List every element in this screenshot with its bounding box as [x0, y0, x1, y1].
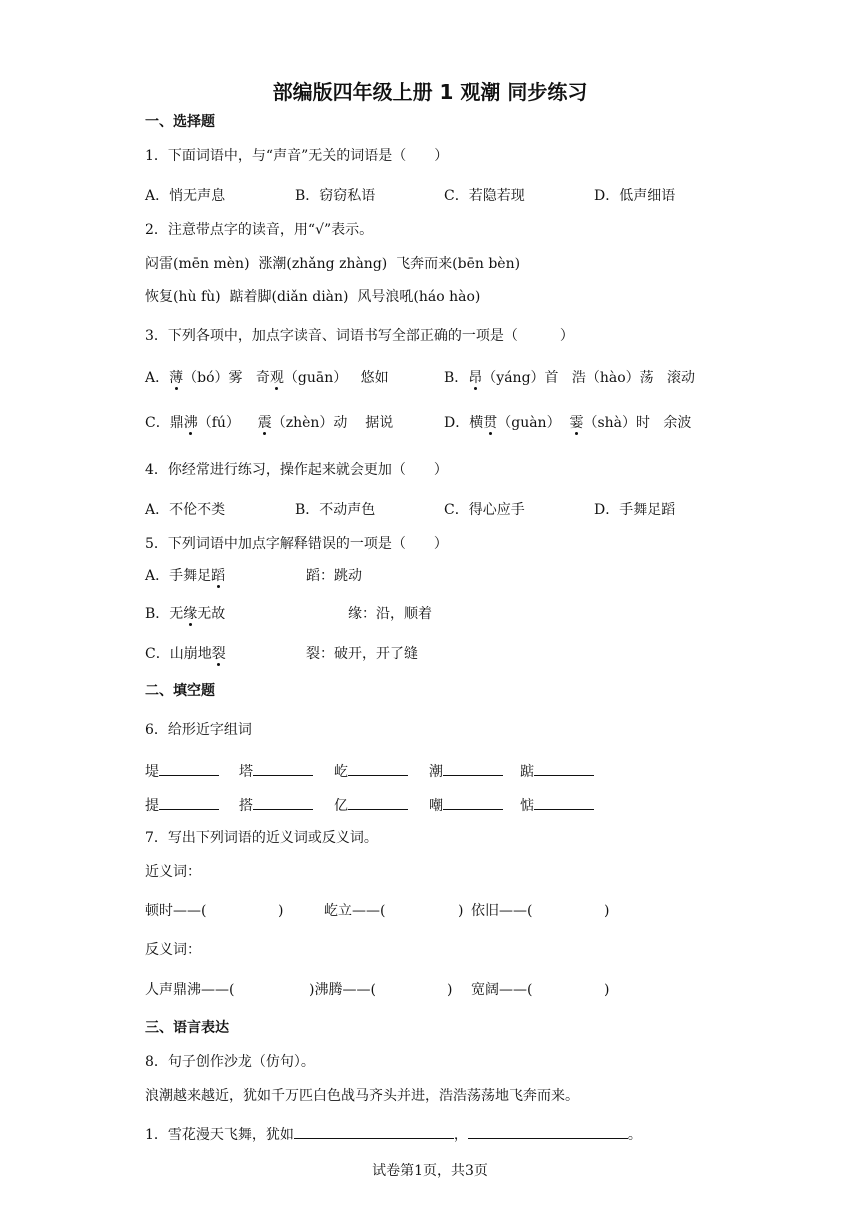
question-5-stem: 5．下列词语中加点字解释错误的一项是（ ）	[145, 536, 448, 552]
question-5-option-c-explanation: 裂：破开，开了缝	[306, 646, 418, 662]
question-5-option-b-explanation: 缘：沿，顺着	[348, 606, 432, 622]
antonym-label: 反义词：	[145, 942, 201, 958]
word-blank: 堤	[145, 761, 219, 782]
section-heading-fill: 二、填空题	[145, 683, 215, 699]
answer-blank[interactable]	[348, 795, 408, 810]
word-blank: 惦	[520, 795, 594, 816]
question-4-option-b: B．不动声色	[295, 502, 376, 518]
section-heading-choice: 一、选择题	[145, 114, 215, 130]
question-2-stem: 2．注意带点字的读音，用“√”表示。	[145, 222, 374, 238]
word-blank: 踮	[520, 761, 594, 782]
question-4-option-a: A．不伦不类	[145, 502, 226, 518]
synonym-item-close: )	[604, 903, 610, 919]
question-5-option-a-explanation: 蹈：跳动	[306, 568, 362, 584]
answer-blank[interactable]	[443, 761, 503, 776]
question-7-stem: 7．写出下列词语的近义词或反义词。	[145, 830, 378, 846]
word-blank: 嘲	[429, 795, 503, 816]
pinyin-item: 涨潮(zhǎng zhàng)	[258, 256, 388, 272]
synonym-item: 屹立——(	[324, 903, 386, 919]
section-heading-expression: 三、语言表达	[145, 1020, 229, 1036]
answer-blank[interactable]	[468, 1124, 628, 1139]
answer-blank[interactable]	[443, 795, 503, 810]
question-6-stem: 6．给形近字组词	[145, 722, 252, 738]
answer-blank[interactable]	[534, 795, 594, 810]
dotted-char: 缘	[183, 606, 198, 622]
word-blank: 搭	[239, 795, 313, 816]
question-5-option-c: C．山崩地裂	[145, 646, 226, 662]
word-blank: 屹	[334, 761, 408, 782]
dotted-char: 贯	[483, 415, 498, 431]
antonym-item: 宽阔——(	[471, 982, 533, 998]
question-5-option-a: A．手舞足蹈	[145, 568, 226, 584]
antonym-item: 人声鼎沸——(	[145, 982, 235, 998]
question-4-stem: 4．你经常进行练习，操作起来就会更加（ ）	[145, 462, 448, 478]
question-1-option-b: B．窃窃私语	[295, 188, 376, 204]
synonym-item-close: )	[278, 903, 284, 919]
antonym-item: )沸腾——(	[309, 982, 376, 998]
dotted-char: 薄	[169, 370, 184, 386]
dotted-char: 沸	[183, 415, 198, 431]
answer-blank[interactable]	[253, 795, 313, 810]
answer-blank[interactable]	[253, 761, 313, 776]
question-8-sub-1: 1．雪花漫天飞舞，犹如 ， 。	[145, 1124, 642, 1145]
dotted-char: 震	[257, 415, 272, 431]
question-3-stem: 3．下列各项中，加点字读音、词语书写全部正确的一项是（ ）	[145, 328, 574, 344]
page-footer: 试卷第1页，共3页	[372, 1163, 488, 1179]
question-1-stem: 1．下面词语中，与“声音”无关的词语是（ ）	[145, 148, 449, 164]
question-5-option-b: B．无缘无故	[145, 606, 226, 622]
question-2-line-1	[145, 254, 520, 274]
answer-blank[interactable]	[159, 795, 219, 810]
question-8-example: 浪潮越来越近，犹如千万匹白色战马齐头并进，浩浩荡荡地飞奔而来。	[145, 1088, 579, 1104]
page-title: 部编版四年级上册 1 观潮 同步练习	[272, 80, 588, 104]
pinyin-item: 踮着脚(diǎn diàn)	[229, 289, 349, 305]
answer-blank[interactable]	[159, 761, 219, 776]
synonym-item-close: )	[458, 903, 464, 919]
pinyin-item: 风号浪吼(háo hào)	[357, 289, 481, 305]
question-3-option-c: C．鼎沸（fú） 震（zhèn）动 据说	[145, 415, 394, 431]
dotted-char: 观	[269, 370, 284, 386]
pinyin-item: 飞奔而来(bēn bèn)	[396, 256, 521, 272]
question-4-option-c: C．得心应手	[444, 502, 525, 518]
answer-blank[interactable]	[534, 761, 594, 776]
word-blank: 潮	[429, 761, 503, 782]
word-blank: 提	[145, 795, 219, 816]
question-3-option-a: A．薄（bó）雾 奇观（guān） 悠如	[145, 370, 389, 386]
question-2-line-2	[145, 287, 480, 307]
question-4-option-d: D．手舞足蹈	[594, 502, 676, 518]
answer-blank[interactable]	[348, 761, 408, 776]
dotted-char: 裂	[211, 646, 226, 662]
answer-blank[interactable]	[294, 1124, 454, 1139]
question-8-stem: 8．句子创作沙龙（仿句）。	[145, 1054, 315, 1070]
word-blank: 塔	[239, 761, 313, 782]
synonym-label: 近义词：	[145, 864, 201, 880]
pinyin-item: 闷雷(mēn mèn)	[145, 256, 250, 272]
antonym-item-close: )	[604, 982, 610, 998]
antonym-item-close: )	[447, 982, 453, 998]
dotted-char: 霎	[569, 415, 584, 431]
question-3-option-b: B．昂（yáng）首 浩（hào）荡 滚动	[444, 370, 696, 386]
question-1-option-c: C．若隐若现	[444, 188, 525, 204]
synonym-item: 依旧——(	[471, 903, 533, 919]
synonym-item: 顿时——(	[145, 903, 207, 919]
pinyin-item: 恢复(hù fù)	[145, 289, 221, 305]
question-1-option-a: A．悄无声息	[145, 188, 226, 204]
question-1-option-d: D．低声细语	[594, 188, 676, 204]
question-3-option-d: D．横贯（guàn） 霎（shà）时 余波	[444, 415, 692, 431]
word-blank: 亿	[334, 795, 408, 816]
dotted-char: 昂	[468, 370, 483, 386]
dotted-char: 蹈	[211, 568, 226, 584]
